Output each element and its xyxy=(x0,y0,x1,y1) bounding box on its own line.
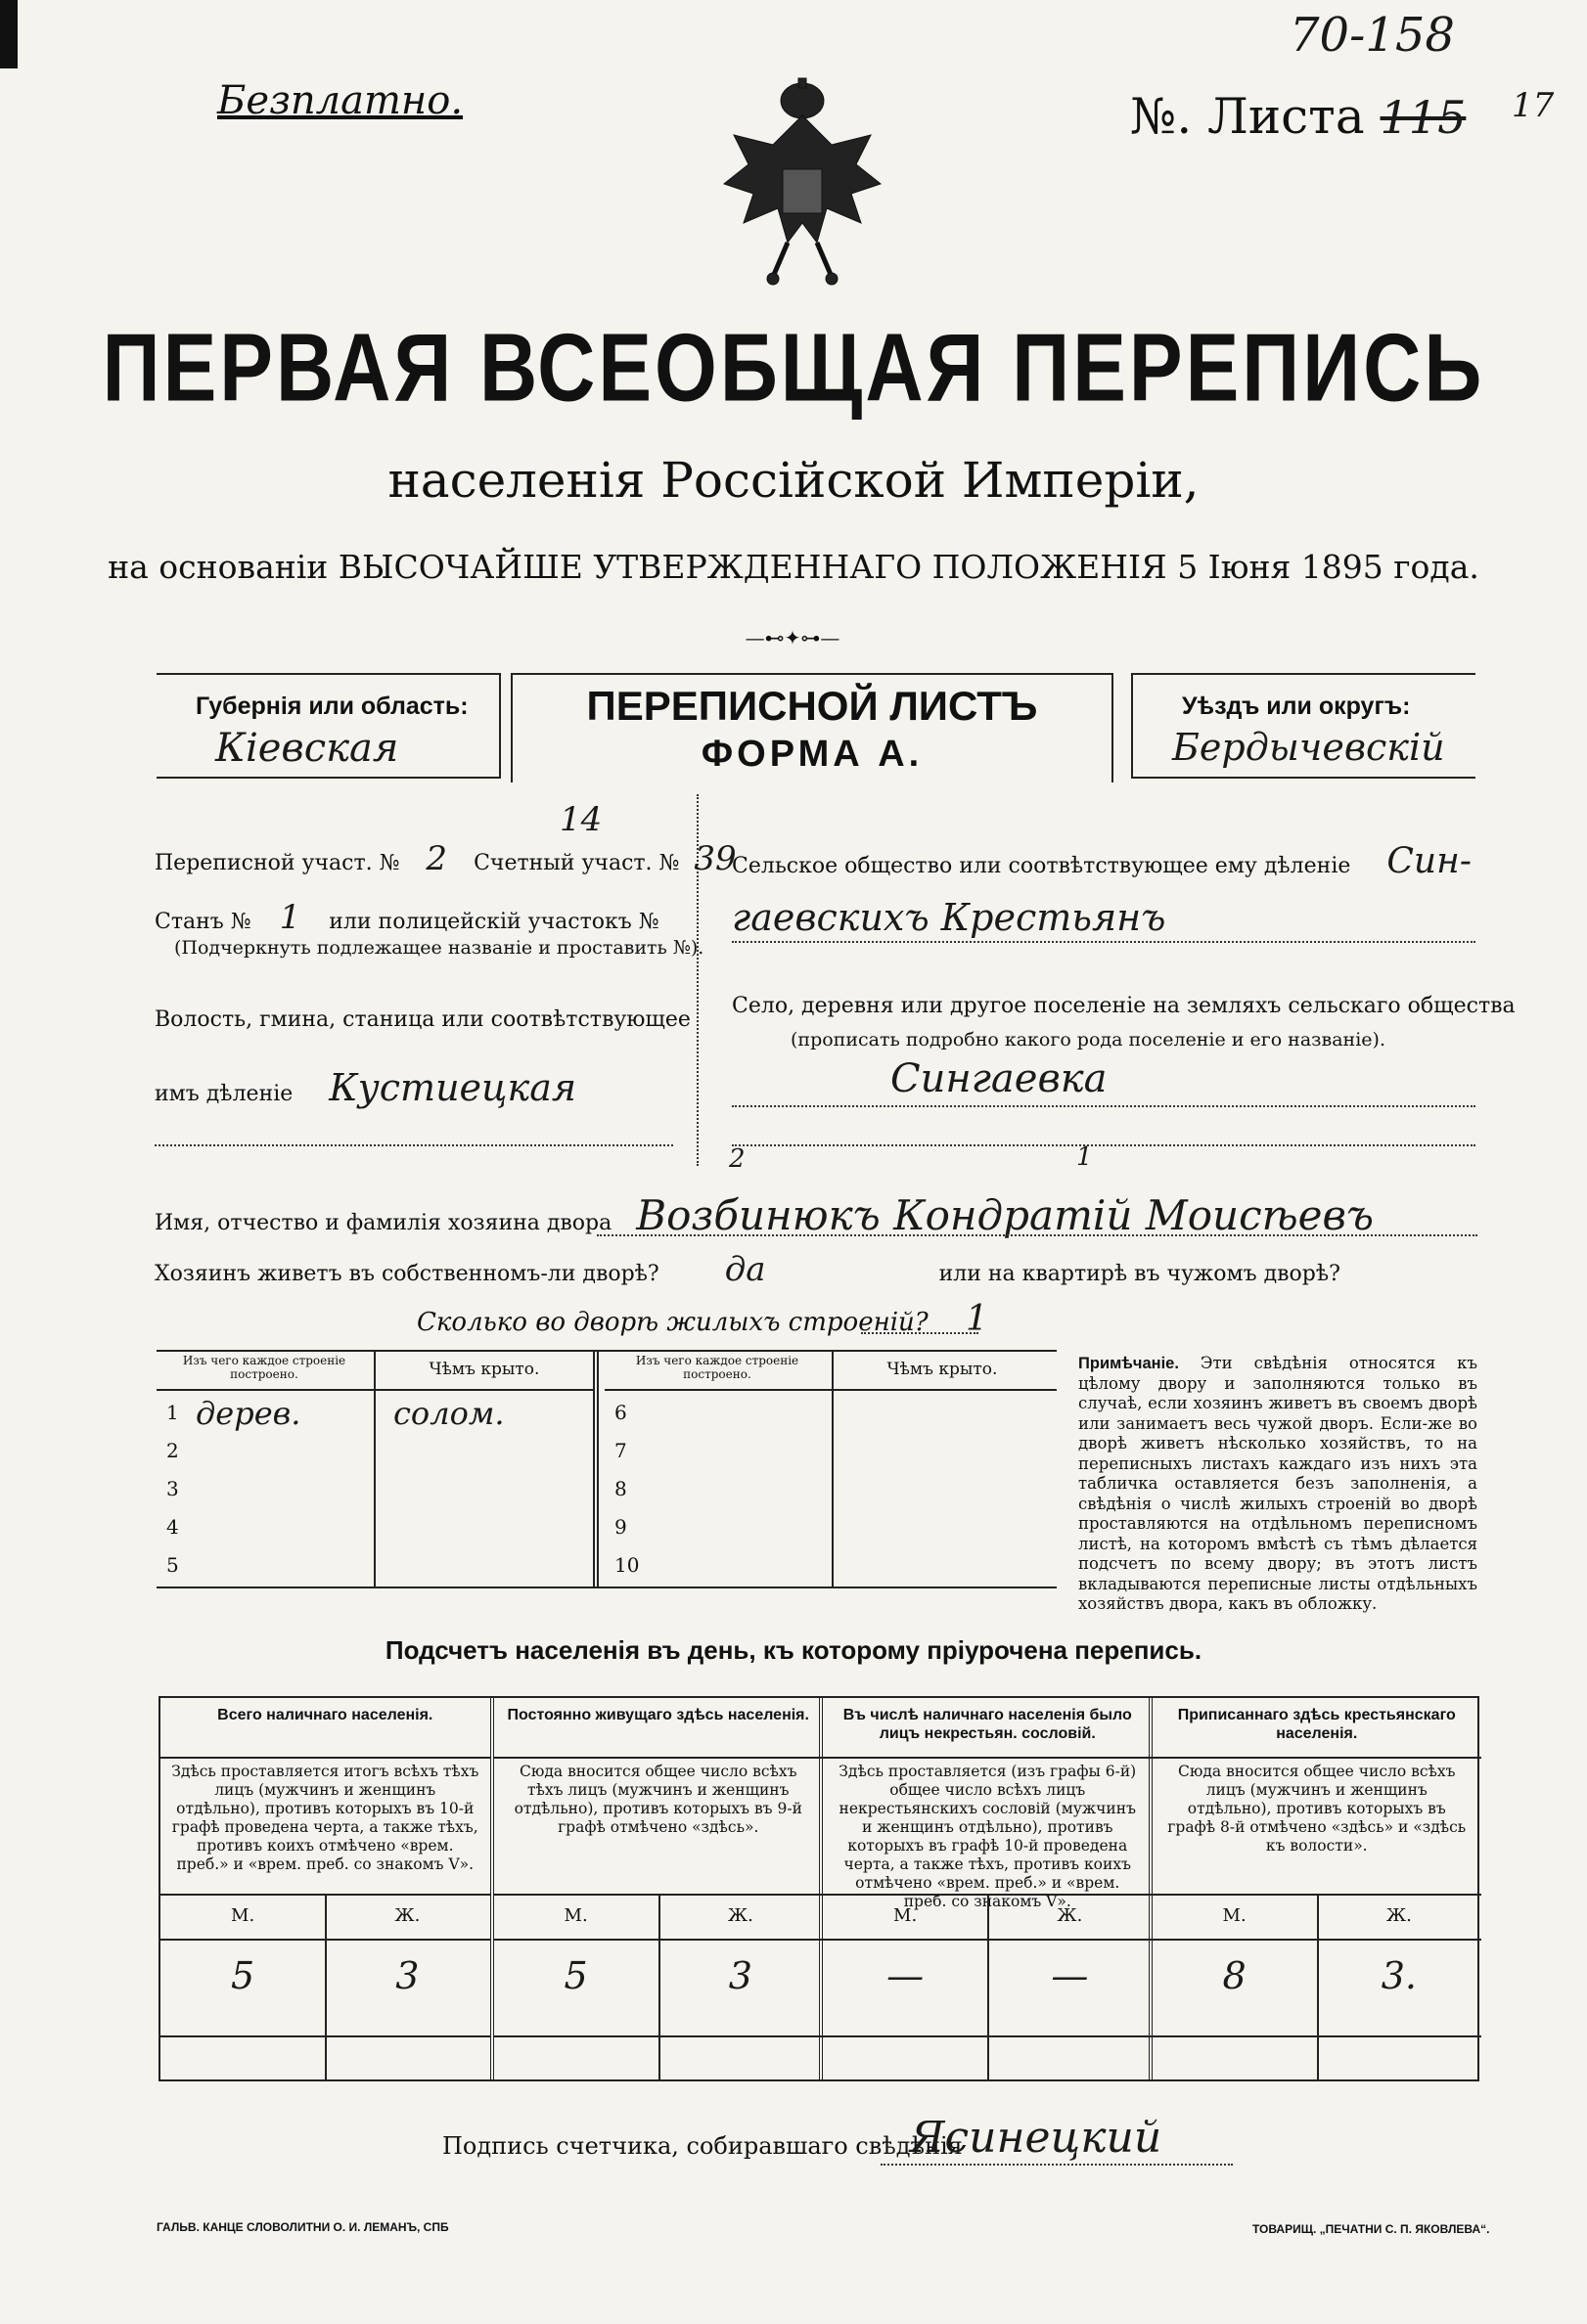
province-box xyxy=(157,673,501,779)
table-row xyxy=(157,1433,593,1470)
village-value: Сингаевка xyxy=(890,1056,1108,1101)
female-count: — xyxy=(1051,1954,1089,1997)
female-count: 3 xyxy=(728,1954,752,1997)
table-row xyxy=(605,1547,1057,1585)
female-label: Ж. xyxy=(1057,1905,1083,1926)
row-number: 6 xyxy=(614,1401,627,1424)
signature-line xyxy=(881,2164,1233,2166)
owner-mark-1: 2 xyxy=(729,1144,746,1174)
population-total-rule xyxy=(494,2035,824,2037)
census-section-value: 2 xyxy=(426,839,448,878)
population-title-rule xyxy=(494,1757,824,1759)
district-value: Бердычевскій xyxy=(1172,726,1445,769)
female-label: Ж. xyxy=(727,1905,753,1926)
volost-extra-line xyxy=(155,1144,673,1146)
population-title-rule xyxy=(1153,1757,1482,1759)
buildings-table xyxy=(157,1350,1057,1588)
population-column-title: Приписаннаго здѣсь крестьянскаго населенія. xyxy=(1177,1707,1456,1742)
table-header-material-2: Изъ чего каждое строеніе построено. xyxy=(635,1354,799,1381)
owner-name-value: Возбинюкъ Кондратій Моисѣевъ xyxy=(636,1191,1374,1239)
table-row xyxy=(605,1433,1057,1470)
table-header-rule-2 xyxy=(605,1389,1057,1391)
female-count: 3. xyxy=(1381,1954,1417,1997)
population-column-desc: Здѣсь проставляется (изъ графы 6-й) общее число всѣхъ лицъ некрестьянскихъ сословій (мужчинъ и женщинъ отдѣльно), противъ которыхъ въ графѣ 10-й проведена черта, а также тѣхъ, противъ коихъ отмѣчено «врем. преб.» и «врем. преб. со знакомъ V». xyxy=(839,1763,1137,1910)
form-header xyxy=(157,673,1474,781)
owner-name-line xyxy=(597,1234,1477,1236)
count-section-over: 14 xyxy=(560,800,603,839)
volost-label: Волость, гмина, станица или соотвѣтствующее xyxy=(155,1007,691,1032)
population-column-title: Въ числѣ наличнаго населенія было лицъ некрестьян. сословій. xyxy=(842,1707,1132,1742)
volost-row xyxy=(155,1066,576,1109)
population-column xyxy=(160,1698,490,2079)
table-row xyxy=(605,1509,1057,1546)
table-header-material: Изъ чего каждое строеніе построено. xyxy=(182,1354,346,1381)
population-column xyxy=(1149,1698,1482,2079)
society-value-2: гаевскихъ Крестьянъ xyxy=(732,896,1166,939)
sheet-no-value: 115 xyxy=(1380,91,1467,144)
ownership-label: Хозяинъ живетъ въ собственномъ-ли дворѣ? xyxy=(155,1262,659,1286)
note-title: Примѣчаніе. xyxy=(1078,1355,1179,1372)
male-count: 5 xyxy=(564,1954,588,1997)
sheet-number xyxy=(1130,88,1466,145)
row-number: 3 xyxy=(166,1477,179,1500)
ownership-row xyxy=(155,1250,1340,1289)
population-total-rule xyxy=(160,2035,490,2037)
society-row xyxy=(732,841,1472,881)
table-header-roof: Чѣмъ крыто. xyxy=(429,1360,540,1379)
binding-mark xyxy=(0,0,18,68)
archive-number: 70-158 xyxy=(1290,8,1455,63)
camp-value: 1 xyxy=(279,898,301,937)
footer-left: ГАЛЬВ. КАНЦЕ СЛОВОЛИТНИ О. И. ЛЕМАНЪ, СПБ xyxy=(157,2220,449,2234)
count-section-value: 39 xyxy=(694,839,737,878)
population-column-desc: Здѣсь проставляется итогъ всѣхъ тѣхъ лицъ (мужчинъ и женщинъ отдѣльно), противъ которыхъ въ 10-й графѣ проведена черта, а также тѣхъ, противъ коихъ отмѣчено «врем. преб.» и «врем. преб. со знакомъ V». xyxy=(171,1763,479,1873)
table-row xyxy=(605,1395,1057,1432)
count-section-label: Счетный участ. № xyxy=(474,851,680,875)
population-column-title: Постоянно живущаго здѣсь населенія. xyxy=(507,1707,809,1723)
signature-label: Подпись счетчика, собиравшаго свѣдѣнія xyxy=(442,2132,963,2160)
archive-number-2: 17 xyxy=(1512,86,1555,125)
table-row xyxy=(157,1509,593,1546)
form-subtitle: ФОРМА А. xyxy=(701,734,924,775)
population-total-rule xyxy=(823,2035,1153,2037)
table-row xyxy=(157,1471,593,1508)
form-title: ПЕРЕПИСНОЙ ЛИСТЪ xyxy=(586,683,1038,729)
society-label: Сельское общество или соотвѣтствующее ему дѣленіе xyxy=(732,854,1351,878)
owner-mark-2: 1 xyxy=(1076,1142,1093,1172)
buildings-value: 1 xyxy=(965,1299,988,1339)
female-label: Ж. xyxy=(394,1905,421,1926)
police-label: или полицейскій участокъ № xyxy=(329,910,659,934)
table-row xyxy=(157,1547,593,1585)
underline-hint: (Подчеркнуть подлежащее названіе и проставить №). xyxy=(174,937,704,959)
female-count: 3 xyxy=(395,1954,420,1997)
row-number: 8 xyxy=(614,1477,627,1500)
district-label: Уѣздъ или округъ: xyxy=(1182,693,1411,720)
male-label: М. xyxy=(1222,1905,1247,1926)
note-block xyxy=(1078,1354,1477,1615)
main-title: ПЕРВАЯ ВСЕОБЩАЯ ПЕРЕПИСЬ xyxy=(102,314,1485,422)
buildings-line xyxy=(861,1332,978,1334)
table-middle-rule xyxy=(593,1352,599,1587)
ornament-divider: —⊷✦⊶— xyxy=(745,626,840,649)
population-column-desc: Сюда вносится общее число всѣхъ лицъ (мужчинъ и женщинъ отдѣльно), противъ которыхъ въ графѣ 8-й отмѣчено «здѣсь» и «здѣсь къ волости». xyxy=(1167,1763,1467,1855)
row-number: 2 xyxy=(166,1439,179,1462)
village-line xyxy=(732,1105,1475,1107)
population-total-rule xyxy=(1153,2035,1482,2037)
population-column xyxy=(819,1698,1153,2079)
row-number: 4 xyxy=(166,1515,179,1539)
signature-row xyxy=(442,2132,963,2160)
regulation-line: на основаніи ВЫСОЧАЙШЕ УТВЕРЖДЕННАГО ПОЛОЖЕНІЯ 5 Іюня 1895 года. xyxy=(108,548,1479,586)
society-line xyxy=(732,941,1475,943)
village-label: Село, деревня или другое поселеніе на земляхъ сельскаго общества xyxy=(732,994,1516,1018)
row-material: дерев. xyxy=(196,1395,301,1432)
population-column xyxy=(490,1698,824,2079)
row-number: 10 xyxy=(614,1553,640,1577)
population-column-title: Всего наличнаго населенія. xyxy=(217,1707,433,1723)
volost-value: Кустиецкая xyxy=(329,1066,577,1109)
census-section-row xyxy=(155,839,737,878)
province-label: Губернія или область: xyxy=(196,693,469,720)
male-count: 8 xyxy=(1222,1954,1247,1997)
camp-row xyxy=(155,898,659,937)
volost-label-2: имъ дѣленіе xyxy=(155,1082,294,1106)
row-number: 9 xyxy=(614,1515,627,1539)
male-count: 5 xyxy=(231,1954,255,1997)
society-value: Син- xyxy=(1386,841,1472,881)
population-table xyxy=(159,1696,1479,2081)
buildings-label: Сколько во дворѣ жилыхъ строеній? xyxy=(417,1308,929,1337)
row-number: 5 xyxy=(166,1553,179,1577)
subtitle: населенія Россійской Имперіи, xyxy=(387,452,1200,509)
table-header-roof-2: Чѣмъ крыто. xyxy=(886,1360,998,1379)
ownership-value: да xyxy=(724,1250,766,1289)
note-text: Эти свѣдѣнія относятся къ цѣлому двору и заполняются только въ случаѣ, если хозяинъ живетъ въ своемъ дворѣ или занимаетъ весь чужой дворъ. Если-же во дворѣ живетъ нѣсколько хозяйствъ, то на переписныхъ листахъ каждаго изъ нихъ эта табличка оставляется безъ заполненія, а свѣдѣнія о числѣ жилыхъ строеній во дворѣ проставляются на отдѣльномъ переписномъ листѣ, на которомъ вмѣстѣ съ тѣмъ дѣлается подсчетъ по всему двору; въ этотъ листъ вкладываются переписные листы отдѣльныхъ хозяйствъ двора, какъ въ обложку. xyxy=(1078,1354,1477,1613)
table-row xyxy=(157,1395,593,1432)
owner-name-row xyxy=(155,1191,1374,1239)
signature-value: Ясинецкий xyxy=(910,2113,1162,2163)
buildings-table-left xyxy=(157,1352,593,1587)
buildings-table-right xyxy=(605,1352,1057,1587)
row-number: 7 xyxy=(614,1439,627,1462)
row-number: 1 xyxy=(166,1401,179,1424)
female-label: Ж. xyxy=(1385,1905,1412,1926)
male-label: М. xyxy=(893,1905,918,1926)
population-title-rule xyxy=(160,1757,490,1759)
free-label: Безплатно. xyxy=(217,78,464,123)
census-section-label: Переписной участ. № xyxy=(155,851,400,875)
owner-name-label: Имя, отчество и фамилія хозяина двора xyxy=(155,1211,612,1235)
population-title-rule xyxy=(823,1757,1153,1759)
population-heading: Подсчетъ населенія въ день, къ которому пріурочена перепись. xyxy=(385,1635,1202,1665)
footer-right: ТОВАРИЩ. „ПЕЧАТНИ С. П. ЯКОВЛЕВА“. xyxy=(1252,2222,1490,2236)
row-roof: солом. xyxy=(393,1395,505,1432)
form-title-box xyxy=(511,673,1113,782)
camp-label: Станъ № xyxy=(155,910,251,934)
village-line-2 xyxy=(732,1144,1475,1146)
coat-of-arms xyxy=(714,76,890,287)
table-row xyxy=(605,1471,1057,1508)
male-count: — xyxy=(886,1954,925,1997)
rent-label: или на квартирѣ въ чужомъ дворѣ? xyxy=(938,1262,1340,1286)
sheet-no-label: №. Листа xyxy=(1130,88,1365,145)
population-column-desc: Сюда вносится общее число всѣхъ тѣхъ лицъ (мужчинъ и женщинъ отдѣльно), противъ которыхъ въ 9-й графѣ отмѣчено «здѣсь». xyxy=(514,1763,802,1836)
male-label: М. xyxy=(231,1905,255,1926)
province-value: Кіевская xyxy=(215,726,399,771)
village-hint: (прописать подробно какого рода поселеніе и его названіе). xyxy=(791,1029,1385,1050)
male-label: М. xyxy=(564,1905,588,1926)
district-box xyxy=(1131,673,1475,779)
